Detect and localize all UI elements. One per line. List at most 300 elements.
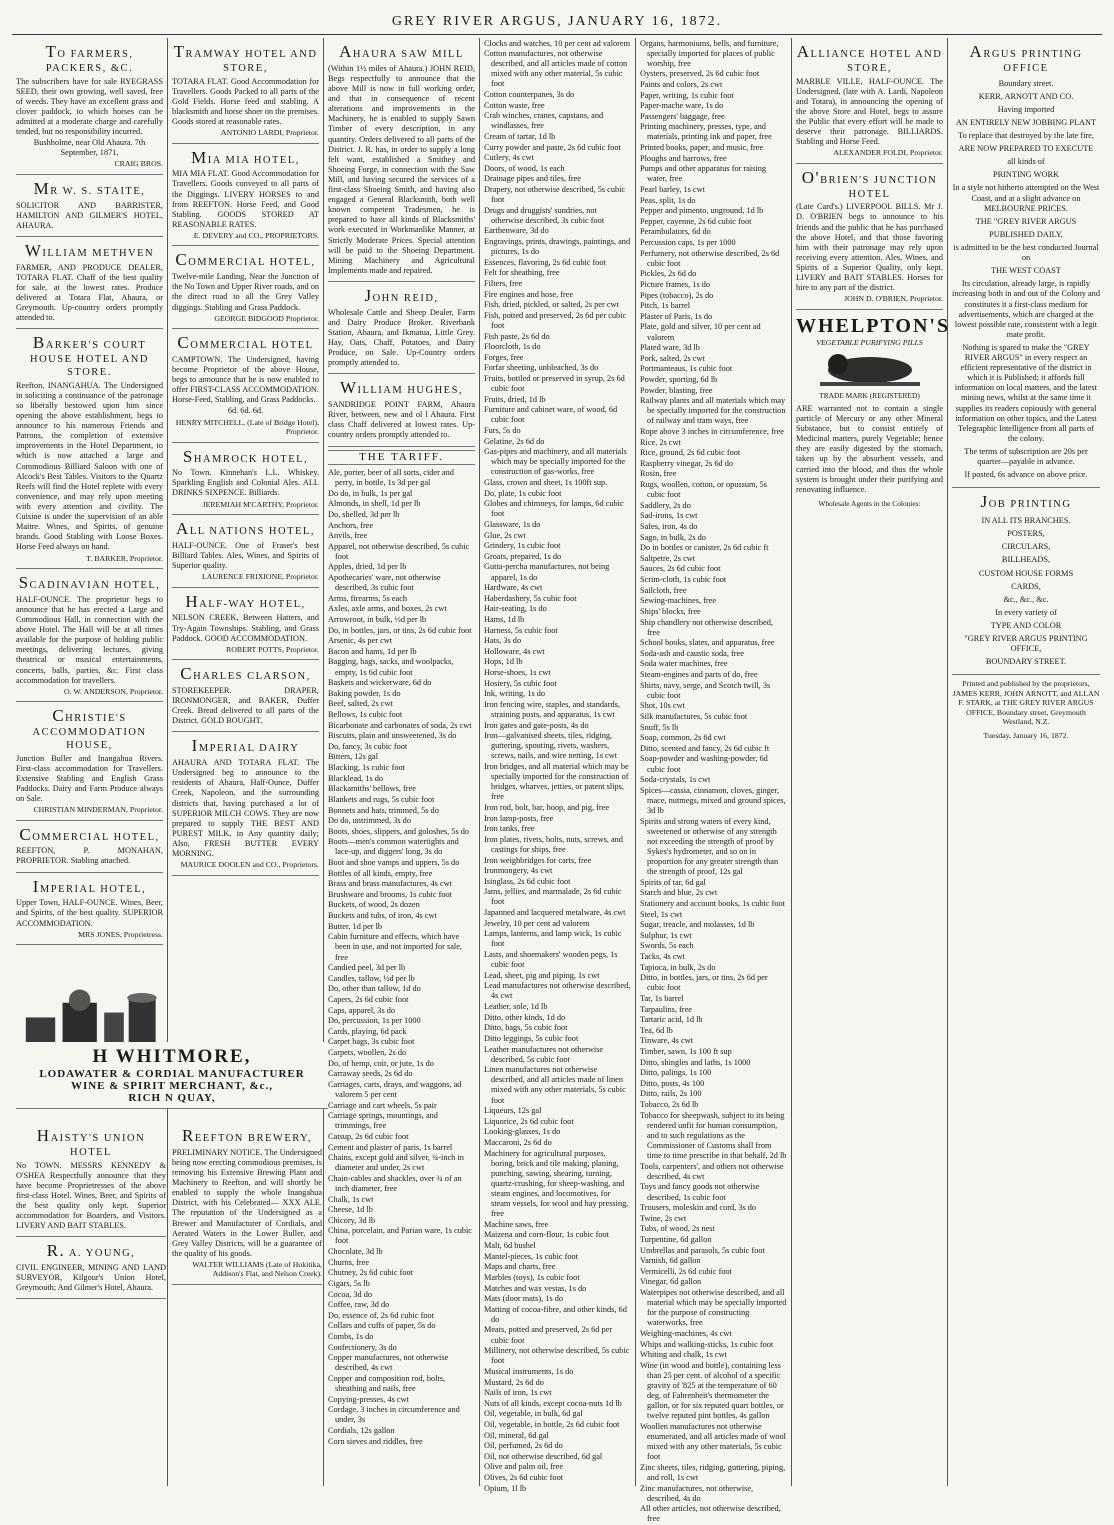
ad-proprietor: ROBERT POTTS, Proprietor. — [226, 644, 319, 654]
tariff-item: Leather, sole, 1d lb — [484, 1002, 548, 1012]
tariff-item: Do, of hemp, coir, or jute, 1s do — [328, 1058, 434, 1068]
ad-title: COMMERCIAL HOTEL, — [175, 250, 316, 270]
column-7 — [948, 38, 1104, 1486]
tariff-item: Umbrellas and parasols, 5s cubic foot — [640, 1245, 765, 1255]
ad-title: CHARLES CLARSON, — [180, 664, 311, 684]
advertisement — [796, 38, 943, 164]
advertisement — [172, 443, 319, 516]
tariff-item: Furs, 5s do — [484, 426, 521, 436]
notice-line: THE WEST COAST — [991, 266, 1061, 276]
tariff-item: Candles, tallow, ½d per lb — [328, 973, 415, 983]
tariff-item: Ditto, in bottles, jars, or tins, 2s 6d per cubic foot — [640, 973, 768, 993]
tariff-item: Apparel, not otherwise described, 5s cubic foot — [328, 541, 470, 561]
tariff-item: Perambulators, 6d do — [640, 227, 711, 237]
tariff-item: Pepper and pimento, unground, 1d lb — [640, 206, 764, 216]
tariff-item: Ship chandlery not otherwise described, free — [640, 617, 773, 637]
tariff-item: Drainage pipes and tiles, free — [484, 174, 581, 184]
tariff-item: Mantel-pieces, 1s cubic foot — [484, 1251, 579, 1261]
tariff-item: Oil, mineral, 6d gal — [484, 1430, 549, 1440]
tariff-item: Forfar sheeting, unbleached, 3s do — [484, 363, 599, 373]
ad-body: STOREKEEPER. DRAPER, IRONMONGER, and BAKER, Duffer Creek. Bread delivered to all parts of the District. GOLD BOUGHT. — [172, 685, 319, 726]
tariff-item: Cotton waste, free — [484, 100, 545, 110]
ad-title: ALL NATIONS HOTEL, — [176, 519, 315, 539]
tariff-item: Ironmongery, 4s cwt — [484, 866, 553, 876]
notice-line: The terms of subscription are 20s per quarter—payable in advance. — [964, 447, 1088, 467]
tariff-a — [328, 450, 475, 1447]
tariff-item: Soda-ash and caustic soda, free — [640, 648, 744, 658]
col2-ads — [172, 38, 319, 876]
notice-line: CARDS, — [1011, 581, 1041, 591]
tariff-item: Sugar, treacle, and molasses, 1d lb — [640, 920, 755, 930]
tariff-item: Tacks, 4s cwt — [640, 952, 685, 962]
notice-line: TYPE AND COLOR — [990, 620, 1062, 630]
ad-proprietor: CRAIG BROS. — [114, 159, 163, 169]
whitmore-banner — [16, 1042, 328, 1109]
tariff-item: Weighing-machines, 4s cwt — [640, 1328, 732, 1338]
notice-line: IN ALL ITS BRANCHES. — [981, 516, 1071, 526]
tariff-item: Cotton manufactures, not otherwise described, and all articles made of cotton mixed with any other material, 5s cubic foot — [484, 49, 628, 89]
tariff-item: Fish paste, 2s 6d do — [484, 331, 550, 341]
tariff-item: Vermicelli, 2s 6d cubic foot — [640, 1266, 732, 1276]
tariff-item: Liquorice, 2s 6d cubic foot — [484, 1116, 574, 1126]
advertisement — [16, 569, 163, 702]
advertisement — [796, 164, 943, 310]
ad-body: AHAURA AND TOTARA FLAT. The Undersigned beg to announce to the residents of Ahaura, Half-Ounce, Duffer Creek, Napoleon, and the surrounding districts that, having purchased a lot of SUPERIOR MILCH COWS. They are now prepared to supply THE BEST AND PUREST MILK, in Any quantity daily; Also, FRESH BUTTER EVERY MORNING. — [172, 758, 319, 859]
job-title: JOB PRINTING — [980, 492, 1072, 512]
notice-line: BILLHEADS, — [1001, 555, 1051, 565]
ad-proprietor: LAURENCE FRIXIONE, Proprietor. — [202, 572, 319, 582]
tariff-item: Shot, 10s cwt — [640, 701, 685, 711]
tariff-item: Anchors, free — [328, 520, 374, 530]
notice-line: Its circulation, already large, is rapidly increasing both in and out of the Colony and constitutes it a first-class medium for advertisements, which are charged at the lowest possible rate, consistent with a legit mate profit. — [952, 279, 1100, 339]
ad-body: Reefton, INANGAHUA. The Undersigned in soliciting a continuance of the patronage so liberally bestowed upon him since opening the above establishment, begs to announce to his numerous Friends and Patrons, the completion of extensive improvements in the Hotel Department, to which is now attached a large and Commodious Billiard Saloon with one of Alcock's Best Tables. Visitors to the Quartz Reefs will find the Hotel replete with every convenience, and may rely upon meeting with every attention and civility. The Cuisine is under the supervision of an able Maitre. Wines, and Spirits, of genuine brands. Good Stabling with Loose Boxes. Horse Feed always on hand. — [16, 380, 163, 552]
tariff-item: Rice, ground, 2s 6d cubic foot — [640, 448, 741, 458]
whelpton-agents: Wholesale Agents in the Colonies: — [818, 498, 921, 508]
tariff-item: Perfumery, not otherwise described, 2s 6d cubic foot — [640, 248, 780, 268]
ad-title: HAISTY'S UNION HOTEL — [36, 1126, 146, 1158]
tariff-item: Clocks and watches, 10 per cent ad valorem — [484, 38, 631, 48]
tariff-item: Glue, 2s cwt — [484, 530, 526, 540]
tariff-item: Iron bridges, and all material which may be specially imported for the construction of bridges, wharves, jetties, or patent slips, free — [484, 762, 629, 802]
notice-line: In every variety of — [995, 607, 1057, 617]
tariff-item: Grindery, 1s cubic foot — [484, 541, 561, 551]
notice-line: BOUNDARY STREET. — [985, 657, 1067, 667]
tariff-item: Earthenware, 3d do — [484, 226, 549, 236]
tariff-item: Lamps, lanterns, and lamp wick, 1s cubic foot — [484, 929, 622, 949]
tariff-item: Cordials, 12s gallon — [328, 1425, 395, 1435]
tariff-item: Combs, 1s do — [328, 1331, 374, 1341]
tariff-item: Raspberry vinegar, 2s 6d do — [640, 458, 733, 468]
tariff-item: Candied peel, 3d per lb — [328, 963, 406, 973]
tariff-item: Copying-presses, 4s cwt — [328, 1394, 409, 1404]
col6-ads — [796, 38, 943, 310]
tariff-item: Do, plate, 1s cubic foot — [484, 488, 562, 498]
ad-title: IMPERIAL DAIRY — [191, 736, 300, 756]
tariff-item: Paper-mache ware, 1s do — [640, 101, 724, 111]
tariff-item: Apples, dried, 1d per lb — [328, 562, 407, 572]
tariff-item: Holloware, 4s cwt — [484, 646, 545, 656]
tariff-item: Nuts of all kinds, except cocoa-nuts 1d lb — [484, 1398, 622, 1408]
ad-extra: Bushholme, near Old Ahaura. 7th September, 1871. — [33, 138, 146, 158]
ad-title: WILLIAM METHVEN — [24, 240, 155, 260]
tariff-item: Pickles, 2s 6d do — [640, 269, 697, 279]
ad-title: COMMERCIAL HOTEL — [177, 333, 314, 353]
ad-body: SANDRIDGE POINT FARM, Ahaura River, between, new and ol l Ahaura. First class Chaff delivered at lowest rates. Up-country orders promptly attended to. — [328, 400, 475, 440]
tariff-item: Zinc manufactures, not otherwise, described, 4s do — [640, 1483, 754, 1503]
tariff-item: Brushware and brooms, 1s cubic foot — [328, 889, 452, 899]
tariff-item: Vinegar, 6d gallon — [640, 1277, 702, 1287]
tariff-item: Sad-irons, 1s cwt — [640, 511, 698, 521]
tariff-item: Woollen manufactures not otherwise enumerated, and all articles made of wool mixed with any other materials, 5s cubic foot — [640, 1421, 786, 1462]
whelpton-mark: TRADE MARK (REGISTERED) — [819, 390, 920, 400]
ad-title: CHRISTIE'S ACCOMMODATION HOUSE, — [32, 706, 147, 751]
tariff-item: Corn sieves and riddles, free — [328, 1436, 423, 1446]
tariff-item: Iron gates and gate-posts, 4s do — [484, 720, 589, 730]
notice-line: Boundary street. — [998, 78, 1054, 88]
tariff-item: Boots, shoes, slippers, and goloshes, 5s do — [328, 826, 470, 836]
tariff-item: Maccaroni, 2s 6d do — [484, 1137, 552, 1147]
tariff-item: Ships' blocks, free — [640, 606, 701, 616]
tariff-item: Chocolate, 3d lb — [328, 1247, 383, 1257]
tariff-item: Oil, vegetable, in bulk, 6d gal — [484, 1409, 583, 1419]
tariff-item: Organs, harmoniums, bells, and furniture, specially imported for places of public worship, free — [640, 38, 779, 68]
ad-title: SHAMROCK HOTEL, — [182, 446, 309, 466]
tariff-item: Caps, apparel, 3s do — [328, 1005, 396, 1015]
col1-ads — [16, 38, 163, 945]
notice-line: Having imported — [997, 104, 1055, 114]
tariff-item: Iron plates, rivets, bolts, nuts, screws, and castings for ships, free — [484, 834, 623, 854]
tariff-item: Iron weighbridges for carts, free — [484, 855, 592, 865]
tariff-item: Olive and palm oil, free — [484, 1462, 564, 1472]
lion-icon — [800, 348, 940, 388]
tariff-item: Iron fencing wire, staples, and standards, straining posts, and apparatus, 1s cwt — [484, 699, 620, 719]
tariff-item: Cheese, 1d lb — [328, 1205, 373, 1215]
tariff-item: Arms, firearms, 5s each — [328, 593, 408, 603]
ad-proprietor: CHRISTIAN MINDERMAN, Proprietor. — [33, 805, 163, 815]
tariff-item: Pork, salted, 2s cwt — [640, 353, 705, 363]
column-5 — [636, 38, 792, 1524]
tariff-item: Ink, writing, 1s do — [484, 689, 546, 699]
tariff-item: Pitch, 1s barrel — [640, 301, 691, 311]
advertisement — [172, 660, 319, 732]
ad-title: WILLIAM HUGHES, — [339, 378, 464, 398]
tariff-item: Tinware, 4s cwt — [640, 1036, 693, 1046]
ad-body: CIVIL ENGINEER, MINING AND LAND SURVEYOR, Kilgour's Union Hotel, Greymouth; And Gilmer's Hotel, Ahaura. — [16, 1263, 166, 1293]
tariff-item: School books, slates, and apparatus, free — [640, 638, 775, 648]
ad-title: TO FARMERS, PACKERS, &C. — [45, 42, 134, 74]
tariff-item: All other articles, not otherwise described, free — [640, 1504, 781, 1524]
ad-body: Upper Town, HALF-OUNCE. Wines, Beer, and Spirits, of the best quality. SUPERIOR ACCOMMODATION. — [16, 898, 163, 928]
tariff-item: Meats, potted and preserved, 2s 6d per cubic foot — [484, 1325, 613, 1345]
tariff-item: Hosiery, 5s cubic foot — [484, 678, 557, 688]
tariff-item: Groats, prepared, 1s do — [484, 551, 562, 561]
ad-body: No TOWN. MESSRS KENNEDY & O'SHEA Respectfully announce that they have become Proprietresses of the above first-class Hotel. Wines, Beer, and Spirits of the best quality only kept. Superior accommodation for Boarders, and Visitors. LIVERY AND BAIT STABLES. — [16, 1160, 166, 1231]
tariff-item: Glassware, 1s do — [484, 520, 541, 530]
notice-line: ARE NOW PREPARED TO EXECUTE — [958, 144, 1094, 154]
tariff-item: Steam-engines and parts of do, free — [640, 670, 758, 680]
tariff-item: Ditto, posts, 4s 100 — [640, 1078, 705, 1088]
tariff-item: Safes, iron, 4s do — [640, 522, 698, 532]
tariff-item: Tubs, of wood, 2s nest — [640, 1224, 715, 1234]
tariff-item: Chicory, 3d lb — [328, 1215, 376, 1225]
tariff-item: Jams, jellies, and marmalade, 2s 6d cubic foot — [484, 887, 622, 907]
tariff-item: Rice, 2s cwt — [640, 437, 681, 447]
ad-proprietor: HENRY MITCHELL, (Late of Bridge Hotel), Proprietor. — [175, 417, 319, 437]
ad-extra: 6d. 6d. 6d. — [227, 406, 264, 416]
tariff-item: Hair-seating, 1s do — [484, 604, 547, 614]
tariff-item: Cotton counterpanes, 3s do — [484, 90, 575, 100]
issue-date: Tuesday, January 16, 1872. — [983, 730, 1069, 740]
tariff-item: Jewelry, 10 per cent ad valorem — [484, 918, 590, 928]
tariff-item: Leather manufactures not otherwise described, 5s cubic foot — [484, 1044, 604, 1064]
argus-office-ad — [952, 38, 1100, 488]
notice-line: Nothing is spared to make the "GREY RIVER ARGUS" in every respect an efficient representative of the district in which it is Published; it affords full information on local matters, and the latest mining news, whilst at the same time it supplies its readers copiously with general information on other topics, and the Latest Telegraphic Intelligence from all parts of the colony. — [954, 342, 1098, 443]
tariff-item: Twine, 2s cwt — [640, 1213, 687, 1223]
tariff-item: Pearl barley, 1s cwt — [640, 185, 705, 195]
ad-body: PRELIMINARY NOTICE. The Undersigned being now erecting commodious premises, is removing his Extensive Brewing Plant and Machinery to Reefton, and will shortly be enabled to supply the whole Inangahua District, with his Celebrated— XXX ALE. The reputation of the Undersigned as a Brewer and Manufacturer of Cordials, and Aerated Waters in the Lower Buller, and Grey Valley Districts, will be a guarantee of the quality of his goods. — [172, 1147, 322, 1258]
ad-proprietor: MRS JONES, Proprietress. — [78, 929, 163, 939]
tariff-item: Anvils, free — [328, 531, 368, 541]
tariff-item: Floorcloth, 1s do — [484, 342, 541, 352]
tariff-item: Bacon and hams, 1d per lb — [328, 646, 417, 656]
tariff-item: Pepper, cayenne, 2s 6d cubic foot — [640, 216, 752, 226]
tariff-item: Globes and chimneys, for lamps, 6d cubic foot — [484, 499, 624, 519]
tariff-item: Do in bottles or canister, 2s 6d cubic ft — [640, 543, 769, 553]
tariff-item: Baking powder, 1s do — [328, 688, 401, 698]
tariff-item: Saltpetre, 2s cwt — [640, 553, 696, 563]
whelpton-title: WHELPTON'S — [796, 314, 951, 337]
tariff-item: Arsenic, 4s per cwt — [328, 636, 393, 646]
col3-ads — [328, 38, 475, 447]
tariff-item: Chain-cables and shackles, over ¾ of an inch diameter, free — [328, 1173, 462, 1193]
tariff-item: Glass, crown and sheet, 1s 100ft sup. — [484, 478, 608, 488]
tariff-item: Tarpaulins, free — [640, 1004, 692, 1014]
tariff-item: Liqueurs, 12s gal — [484, 1106, 542, 1116]
advertisement — [16, 38, 163, 175]
notice-line: POSTERS, — [1007, 529, 1045, 539]
tariff-item: Picture frames, 1s do — [640, 280, 711, 290]
tariff-item: Turpentine, 6d gallon — [640, 1234, 712, 1244]
ad-body: No Town. Kinnehan's L.L. Whiskey. Sparkling English and Colonial Ales. ALL DRINKS SIXPENCE. Billiards. — [172, 468, 319, 498]
tariff-item: Axles, axle arms, and boxes, 2s cwt — [328, 604, 447, 614]
tariff-item: Churns, free — [328, 1257, 370, 1267]
tariff-item: Oil, perfumed, 2s 6d do — [484, 1441, 563, 1451]
notice-line: If posted, 6s advance on above price. — [964, 470, 1088, 480]
notice-line: In a style not hitherto attempted on the West Coast, and at a slight advance on MELBOURNE PRICES. — [952, 183, 1100, 213]
tariff-item: Starch and blue, 2s cwt — [640, 888, 718, 898]
tariff-item: Portmanteaus, 1s cubic foot — [640, 364, 733, 374]
ad-proprietor: JEREMIAH M'CARTHY, Proprietor. — [202, 499, 319, 509]
ad-title: REEFTON BREWERY, — [181, 1126, 313, 1145]
ad-proprietor: JOHN D. O'BRIEN, Proprietor. — [844, 294, 943, 304]
tariff-item: Silk manufactures, 5s cubic foot — [640, 712, 748, 721]
tariff-item: Gas-pipes and machinery, and all materials which may be specially imported for the construction of gas-works, free — [484, 447, 627, 477]
ad-proprietor: WALTER WILLIAMS (Late of Hokitika, Addison's Flat, and Nelson Creek). — [192, 1259, 322, 1279]
ad-title: TRAMWAY HOTEL AND STORE, — [173, 42, 318, 74]
tariff-item: Blacking, 1s cubic foot — [328, 763, 405, 773]
tariff-item: Ale, porter, beer of all sorts, cider and perry, in bottle, 1s 3d per gal — [328, 468, 454, 488]
tariff-item: Do, in bottles, jars, or tins, 2s 6d cubic foot — [328, 625, 472, 635]
tariff-item: Doors, of wood, 1s each — [484, 163, 565, 173]
advertisement — [16, 873, 163, 946]
tariff-item: Tar, 1s barrel — [640, 993, 684, 1003]
tariff-item: Paper, writing, 1s cubic foot — [640, 90, 734, 100]
notice-line: PRINTING WORK — [993, 170, 1059, 180]
whelpton-logo — [796, 310, 951, 404]
tariff-item: Fish, potted and preserved, 2s 6d per cubic foot — [484, 310, 627, 330]
tariff-item: Carriages, carts, drays, and waggons, ad valorem 5 per cent — [328, 1079, 462, 1099]
whitmore-line3: RICH N QUAY, — [128, 1092, 216, 1104]
tariff-item: Cards, playing, 6d pack — [328, 1026, 407, 1036]
tariff-item: Maizena and corn-flour, 1s cubic foot — [484, 1230, 609, 1240]
tariff-item: Scrim-cloth, 1s cubic foot — [640, 575, 727, 585]
tariff-item: Do, percussion, 1s per 1000 — [328, 1016, 421, 1026]
tariff-item: Do, fancy, 3s cubic foot — [328, 741, 408, 751]
tariff-item: Waterpipes not otherwise described, and all material which may be specially imported for the purpose of constructing waterworks, free — [640, 1288, 787, 1328]
tariff-item: Crab winches, cranes, capstans, and windlasses, free — [484, 111, 604, 131]
whelpton-body: ARE warranted not to contain a single particle of Mercury or any other Mineral Substance, but to consist entirely of Medicinal matters, purely Vegetable; hence they are easily digested by the stomach, taken up by the absorbent vessels, and carried into the blood, and thus the whole system is brought under their purifying and renovating influence. — [796, 403, 943, 494]
ad-body: (Late Card's.) LIVERPOOL BILLS. Mr J. D. O'BRIEN begs to announce to his friends and the public that he has purchased the above Hotel, and that those favoring him with their patronage may rely upon receiving every attention. Ales, Wines, and Spirits of a Superior Quality, only kept. LIVERY and BAIT STABLES. Horses for hire to any part of the district. — [796, 202, 943, 293]
tariff-item: Bottles of all kinds, empty, free — [328, 868, 433, 878]
tariff-item: Chalk, 1s cwt — [328, 1194, 374, 1204]
tariff-item: Cigars, 5s lb — [328, 1278, 370, 1288]
argus-title: ARGUS PRINTING OFFICE — [969, 42, 1083, 74]
tariff-item: Machine saws, free — [484, 1219, 549, 1229]
notice-line: CUSTOM HOUSE FORMS — [978, 568, 1074, 578]
tariff-item: Iron tanks, free — [484, 824, 535, 834]
ad-proprietor: E. DEVERY and CO., PROPRIETORS. — [193, 230, 319, 240]
tariff-item: Maps and charts, free — [484, 1262, 556, 1272]
tariff-item: Rosin, free — [640, 469, 677, 479]
tariff-item: Do do, untrimmed, 3s do — [328, 816, 411, 826]
tariff-item: Copper manufactures, not otherwise described, 4s cwt — [328, 1353, 449, 1373]
ad-title: O'BRIEN'S JUNCTION HOTEL — [801, 167, 938, 200]
advertisement — [172, 588, 319, 661]
tariff-item: Lead, sheet, pig and piping, 1s cwt — [484, 970, 600, 980]
advertisement — [16, 1122, 166, 1237]
tariff-item: Bitters, 12s gal — [328, 752, 379, 762]
tariff-item: Felt for sheathing, free — [484, 268, 560, 278]
tariff-item: Ditto, shingles and laths, 1s 1000 — [640, 1057, 751, 1067]
tariff-item: Snuff, 5s lb — [640, 722, 679, 732]
notice-line: "GREY RIVER ARGUS PRINTING OFFICE, — [964, 634, 1088, 654]
tariff-item: Cutlery, 4s cwt — [484, 153, 534, 163]
tariff-item: Matting of cocoa-fibre, and other kinds, 6d do — [484, 1304, 627, 1324]
advertisement — [172, 246, 319, 329]
tariff-item: Powder, sporting, 6d lb — [640, 375, 718, 384]
advertisement — [172, 1122, 322, 1285]
tariff-item: Engravings, prints, drawings, paintings, and pictures, 1s do — [484, 237, 631, 257]
tariff-item: Rope above 3 inches in circumference, free — [640, 427, 784, 437]
tariff-item: Nails of iron, 1s cwt — [484, 1388, 552, 1398]
advertisement — [16, 329, 163, 569]
tariff-item: Ditto, scented and fancy, 2s 6d cubic ft — [640, 743, 770, 753]
ad-body: MARBLE VILLE, HALF-OUNCE. The Undersigned, (late with A. Lardi, Napoleon and Totara), in announcing the opening of the above Store and Hotel, begs to assure the Public that every effort will be made to deserve their patronage. BILLIARDS. Stabling and Horse Feed. — [796, 76, 943, 147]
tariff-item: Matches and wax vestas, 1s do — [484, 1283, 587, 1293]
tariff-item: Steel, 1s cwt — [640, 909, 683, 919]
tariff-item: Sauces, 2s 6d cubic foot — [640, 564, 721, 574]
tariff-item: Musical instruments, 1s do — [484, 1366, 574, 1376]
ad-proprietor: ALEXANDER FOLDI, Proprietor. — [833, 148, 943, 158]
ad-body: CAMPTOWN. The Undersigned, having become Proprietor of the above House, begs to announce that he is now enabled to offer FIRST-CLASS ACCOMMODATION. Horse-Feed, Stabling, and Grass Paddocks. — [172, 354, 319, 405]
ad-proprietor: GEORGE BIDGOOD Proprietor. — [214, 313, 319, 323]
tariff-item: Hams, 1d lb — [484, 615, 525, 625]
ad-title: MIA MIA HOTEL, — [191, 147, 300, 167]
tariff-item: Iron lamp-posts, free — [484, 813, 554, 823]
tariff-item: Bellows, 1s cubic foot — [328, 710, 403, 720]
tariff-item: Looking-glasses, 1s do — [484, 1127, 561, 1137]
column-4 — [480, 38, 636, 1493]
tariff-item: Do, shelled, 3d per lb — [328, 509, 400, 519]
tariff-item: Whiting and chalk, 1s cwt — [640, 1350, 727, 1360]
tariff-item: Tapioca, in bulk, 2s do — [640, 962, 716, 972]
tariff-item: Spirits of tar, 6d gal — [640, 877, 706, 887]
tariff-item: Tartaric acid, 1d lb — [640, 1015, 703, 1025]
ad-proprietor: O. W. ANDERSON, Proprietor. — [64, 686, 163, 696]
notice-line: all kinds of — [1007, 157, 1045, 167]
tariff-item: Cocoa, 3d do — [328, 1289, 373, 1299]
ad-body: Twelve-mile Landing, Near the Junction of the No Town and Upper River roads, and on the direct road to all the Grey Valley diggings. Stabling and Grass Paddock. — [172, 272, 319, 312]
ad-body: TOTARA FLAT. Good Accommodation for Travellers. Goods Packed to all parts of the Gold Fields. Horse feed and stabling. A blacksmith and horse shoer on the premises. Goods stored at reasonable rates. — [172, 76, 319, 126]
ad-body: Wholesale Cattle and Sheep Dealer, Farm and Dairy Produce Broker. Riverbank Station, Ahaura, and Ikmatua, Little Grey. Hay, Oats, Chaff, Potatoes, and Dairy Produce, on Sale. Up-Country orders promptly attended to. — [328, 307, 475, 368]
ad-body: (Within 1½ miles of Ahaura.) JOHN REID, Begs respectfully to announce that the above Mill is now in full working order, and that in consequence of recent alterations and improvements in the Machinery, he is enabled to supply Sawn Timber of every description, in any quantity. Orders delivered to all parts of the District. J. R. has, in order to supply a long felt want, established a Smithey and Shoeing Forge, in connection with the Saw Mill, and having secured the services of a first-class Shoeing Smith, and having also engaged a General Blacksmith, both well known competent Tradesmen, he is prepared to have all kinds of Blacksmiths' work executed in Workmanlike Manner, at Strictly Moderate Prices. Special attention will be paid to the Shoeing Department. Mining Machinery and Agricultural Implements made and repaired. — [328, 63, 475, 275]
ad-title: SCADINAVIAN HOTEL, — [18, 573, 161, 593]
advertisement — [328, 38, 475, 282]
tariff-item: Apothecaries' ware, not otherwise described, 3s cubic foot — [328, 573, 441, 593]
tariff-item: Harness, 5s cubic foot — [484, 625, 558, 635]
tariff-item: Peas, split, 1s do — [640, 195, 696, 205]
ad-title: JOHN REID, — [364, 286, 439, 306]
tariff-item: Blankets and rugs, 5s cubic foot — [328, 794, 435, 804]
ad-body: HALF-OUNCE. One of Fraser's best Billiard Tables. Ales, Wines, and Spirits of Superior quality. — [172, 540, 319, 571]
advertisement — [328, 282, 475, 374]
ad-title: COMMERCIAL HOTEL, — [19, 824, 160, 844]
tariff-item: Bagging, bags, sacks, and woolpacks, empty, 1s 6d cubic foot — [328, 657, 454, 677]
tariff-item: Linen manufactures not otherwise described, and all articles made of linen mixed with any other materials, 5s cubic foot — [484, 1065, 626, 1105]
tariff-item: Sago, in bulk, 2s do — [640, 532, 706, 542]
tariff-item: Powder, blasting, free — [640, 385, 713, 395]
col2-bottom — [172, 1122, 322, 1486]
tariff-item: Fish, dried, pickled, or salted, 2s per cwt — [484, 300, 619, 310]
tariff-item: Whips and walking-sticks, 1s cubic foot — [640, 1339, 774, 1349]
tariff-item: Shirts, navy, serge, and Scotch twill, 3s cubic foot — [640, 680, 771, 700]
tariff-c — [640, 39, 787, 1525]
tariff-item: Hardware, 4s cwt — [484, 583, 543, 593]
tariff-item: Ditto, bags, 5s cubic foot — [484, 1023, 568, 1033]
tariff-item: Cabin furniture and effects, which have been in use, and not imported for sale, free — [328, 932, 462, 962]
tariff-item: Cream of tartar, 1d lb — [484, 131, 556, 141]
ad-title: AHAURA SAW MILL — [339, 42, 464, 61]
ad-body: NELSON CREEK, Between Hatters, and Try-Again Townships. Stabling, and Grass Paddock. GOOD ACCOMMODATION. — [172, 613, 319, 643]
tariff-item: Pipes (tobacco), 2s do — [640, 290, 714, 300]
tariff-item: Soda-crystals, 1s cwt — [640, 775, 711, 785]
tariff-item: Stationery and account books, 1s cubic foot — [640, 898, 785, 908]
notice-line: KERR, ARNOTT AND CO. — [978, 91, 1074, 101]
tariff-item: Cordage, 3 inches in circumference and under, 3s — [328, 1405, 460, 1425]
advertisement — [16, 175, 163, 237]
ad-body: Junction Buller and Inangahua Rivers. First-class accommodation for Travellers. Extensive Stabling and English Grass Paddocks. Dairy and Farm Produce always on Sale. — [16, 753, 163, 804]
tariff-item: Soap, common, 2s 6d cwt — [640, 733, 726, 743]
tariff-item: Tobacco for sheepwash, subject to its being rendered unfit for human consumption, and to such regulations as the Commissioner of Customs shall from time to time prescribe in that behalf, 2d lb — [640, 1110, 787, 1161]
tariff-item: Baskets and wickerware, 6d do — [328, 678, 432, 688]
tariff-item: Chains, except gold and silver, ¾-inch in diameter and under, 2s cwt — [328, 1153, 464, 1173]
tariff-item: Essences, flavoring, 2s 6d cubic foot — [484, 257, 606, 267]
ad-title: BARKER'S COURT HOUSE HOTEL AND STORE. — [30, 333, 149, 378]
tariff-item: Passengers' baggage, free — [640, 111, 725, 121]
tariff-item: Mustard, 2s 6d do — [484, 1377, 544, 1387]
tariff-item: Ditto, other kinds, 1d do — [484, 1012, 566, 1022]
tariff-item: Haberdashery, 5s cubic foot — [484, 593, 577, 603]
